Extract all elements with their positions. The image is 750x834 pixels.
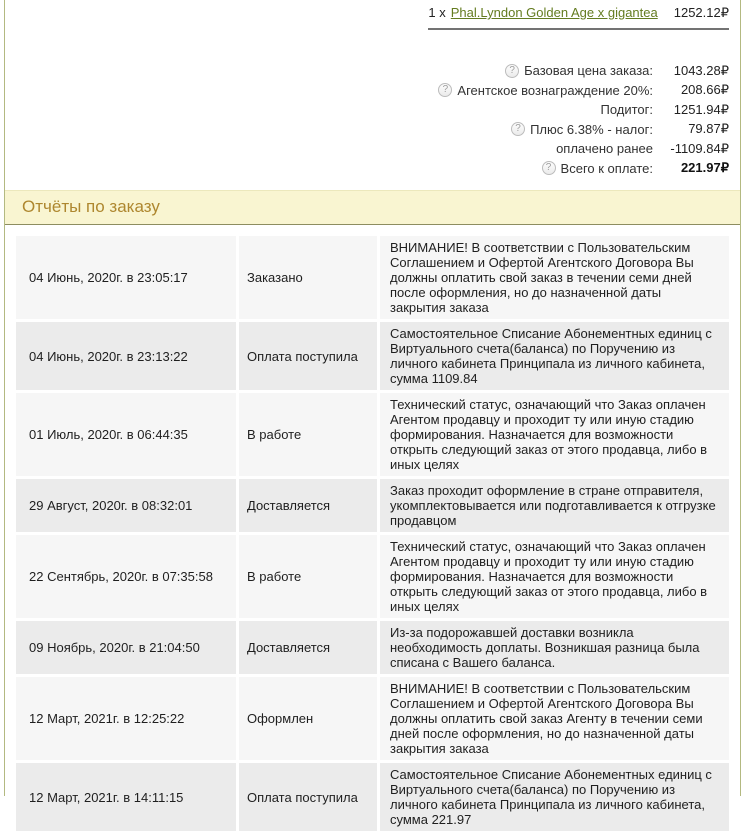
- report-row: [16, 393, 729, 476]
- summary-label: Подитог:: [600, 102, 653, 118]
- report-row: [16, 479, 729, 532]
- summary-label: Всего к оплате:: [560, 160, 653, 176]
- report-row: [16, 236, 729, 319]
- help-question-icon[interactable]: ?: [438, 83, 452, 97]
- help-question-icon[interactable]: ?: [542, 161, 556, 175]
- report-row: [16, 677, 729, 760]
- report-row: [16, 763, 729, 831]
- report-description: ВНИМАНИЕ! В соответствии с Пользовательским Соглашением и Офертой Агентского Договора Вы должны оплатить свой заказ Агенту в течении семи дней после оформления, но до назначенной даты закрытия заказа: [380, 677, 729, 760]
- summary-row: [5, 100, 729, 120]
- help-question-icon[interactable]: ?: [511, 122, 525, 136]
- order-items-section: [5, 0, 740, 30]
- report-date: 04 Июнь, 2020г. в 23:13:22: [16, 322, 236, 390]
- report-description: Самостоятельное Списание Абонементных единиц с Виртуального счета(баланса) по Поручению из личного кабинета Принципала из личного кабинета, сумма 221.97: [380, 763, 729, 831]
- item-name-link[interactable]: Phal.Lyndon Golden Age x gigantea: [450, 5, 658, 20]
- summary-value: 1043.28₽: [673, 62, 729, 78]
- report-row: [16, 621, 729, 674]
- report-date: 09 Ноябрь, 2020г. в 21:04:50: [16, 621, 236, 674]
- report-row: [16, 535, 729, 618]
- report-description: Из-за подорожавшей доставки возникла необходимость доплаты. Возникшая разница была списана с Вашего баланса.: [380, 621, 729, 674]
- summary-label: Агентское вознаграждение 20%:: [457, 82, 653, 98]
- report-status: Доставляется: [239, 621, 377, 674]
- item-price: 1252.12₽: [673, 5, 729, 20]
- summary-row: [5, 120, 729, 140]
- report-date: 29 Август, 2020г. в 08:32:01: [16, 479, 236, 532]
- summary-value: -1109.84₽: [670, 140, 729, 156]
- report-description: Технический статус, означающий что Заказ оплачен Агентом продавцу и проходит ту или иную стадию формирования. Назначается для возможности открыть следующий заказ от этого продавца, либо в иных целях: [380, 393, 729, 476]
- item-quantity: 1 x: [428, 5, 446, 20]
- summary-row: [5, 81, 729, 101]
- summary-row: [5, 139, 729, 159]
- report-date: 22 Сентябрь, 2020г. в 07:35:58: [16, 535, 236, 618]
- order-item-row: [428, 5, 729, 30]
- summary-row: [5, 61, 729, 81]
- report-date: 01 Июль, 2020г. в 06:44:35: [16, 393, 236, 476]
- report-status: Оформлен: [239, 677, 377, 760]
- report-description: Технический статус, означающий что Заказ оплачен Агентом продавцу и проходит ту или иную стадию формирования. Назначается для возможности открыть следующий заказ от этого продавца, либо в иных целях: [380, 535, 729, 618]
- summary-row: [5, 159, 729, 179]
- summary-value: 1251.94₽: [673, 101, 729, 117]
- summary-label: оплачено ранее: [556, 141, 653, 157]
- summary-value: 79.87₽: [688, 121, 729, 137]
- report-description: Самостоятельное Списание Абонементных единиц с Виртуального счета(баланса) по Поручению из личного кабинета Принципала из личного кабинета, сумма 1109.84: [380, 322, 729, 390]
- report-status: Оплата поступила: [239, 763, 377, 831]
- report-date: 04 Июнь, 2020г. в 23:05:17: [16, 236, 236, 319]
- report-status: Оплата поступила: [239, 322, 377, 390]
- order-detail-panel: [4, 0, 741, 827]
- help-question-icon[interactable]: ?: [505, 64, 519, 78]
- report-status: В работе: [239, 393, 377, 476]
- order-price-summary: [5, 61, 729, 178]
- reports-table-wrap: [5, 225, 740, 834]
- reports-table: [13, 233, 732, 834]
- summary-value: 208.66₽: [680, 82, 729, 98]
- report-date: 12 Март, 2021г. в 12:25:22: [16, 677, 236, 760]
- report-status: Заказано: [239, 236, 377, 319]
- report-row: [16, 322, 729, 390]
- report-status: В работе: [239, 535, 377, 618]
- summary-label: Базовая цена заказа:: [524, 63, 653, 79]
- report-status: Доставляется: [239, 479, 377, 532]
- report-description: Заказ проходит оформление в стране отправителя, укомплектовывается или подготавливается к отгрузке продавцом: [380, 479, 729, 532]
- summary-label: Плюс 6.38% - налог:: [530, 121, 653, 137]
- report-description: ВНИМАНИЕ! В соответствии с Пользовательским Соглашением и Офертой Агентского Договора Вы должны оплатить свой заказ в течении семи дней после оформления, но до назначенной даты закрытия заказа: [380, 236, 729, 319]
- reports-section-title: Отчёты по заказу: [22, 197, 160, 216]
- summary-value: 221.97₽: [680, 160, 729, 176]
- reports-section-header: [5, 190, 740, 225]
- report-date: 12 Март, 2021г. в 14:11:15: [16, 763, 236, 831]
